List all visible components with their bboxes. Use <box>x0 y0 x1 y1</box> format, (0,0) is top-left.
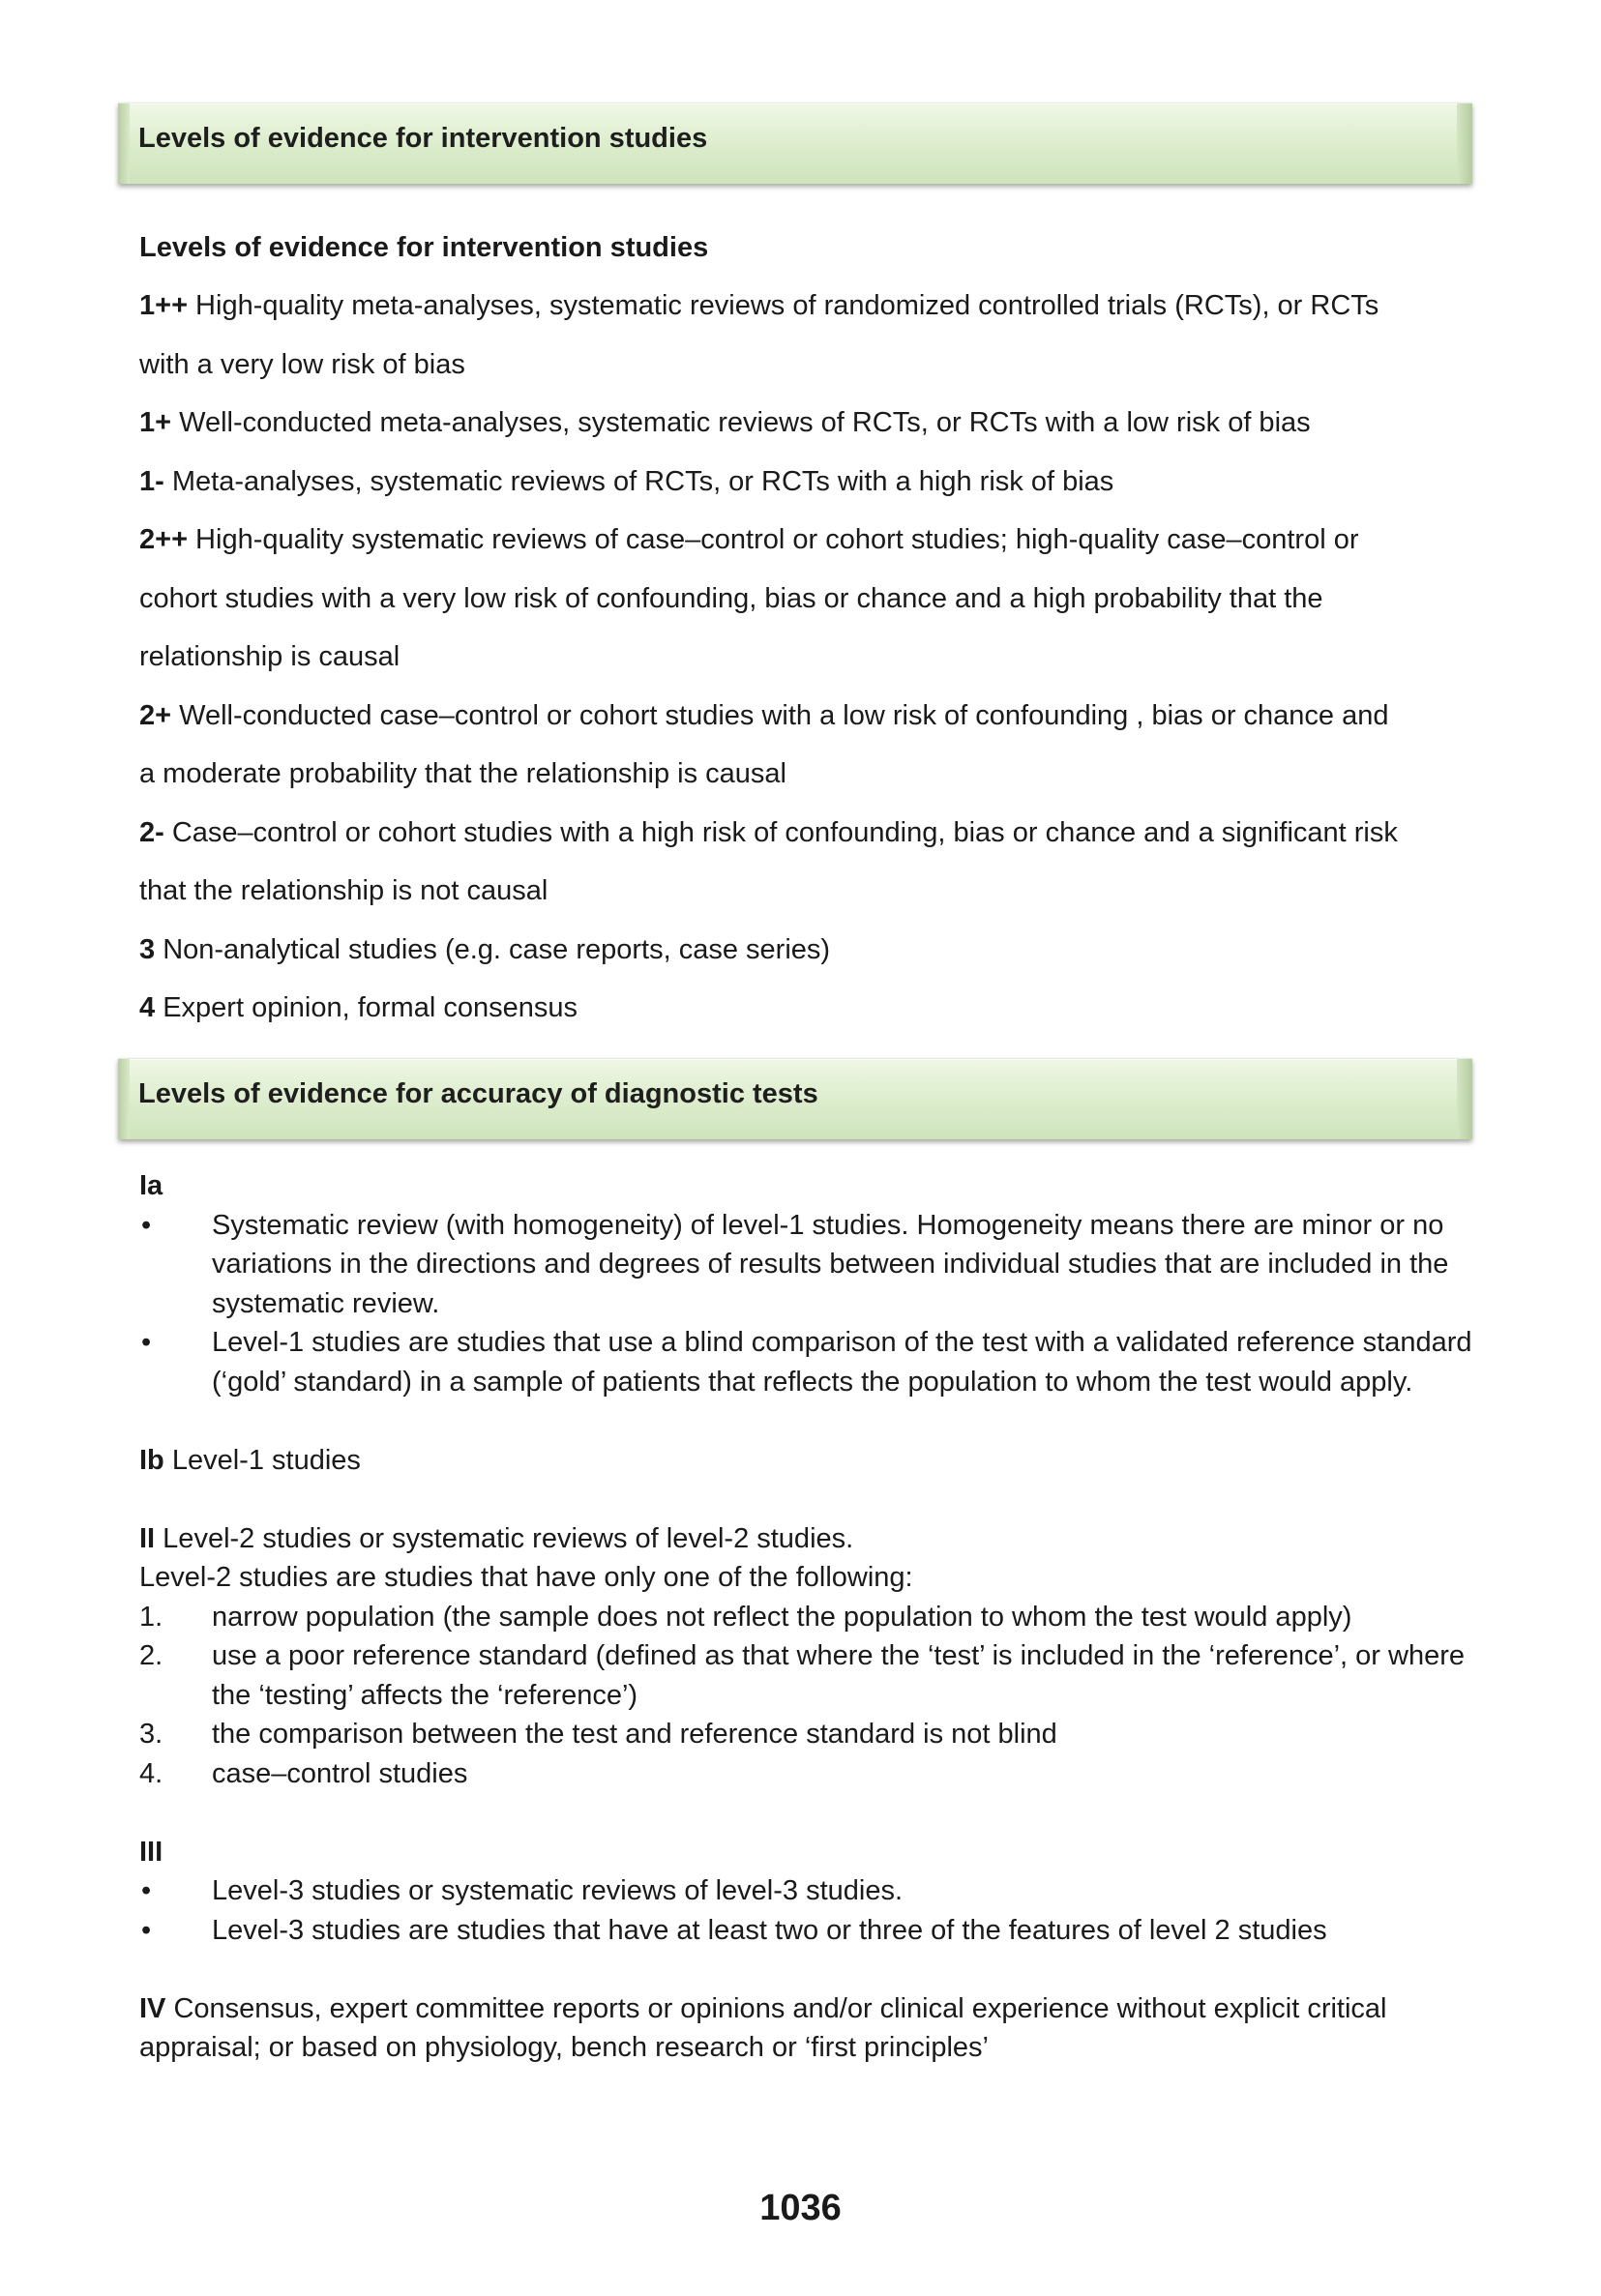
level-label-iii: III <box>139 1836 163 1868</box>
bullet-icon: • <box>141 1209 152 1241</box>
level-label-ia: Ia <box>139 1170 163 1201</box>
list-item-text: Level-1 studies are studies that use a blind comparison of the test with a validated reference standard (‘gold’ standard) in a sample of patients that reflects the population to whom the test would apply. <box>212 1327 1472 1398</box>
evidence-line: with a very low risk of bias <box>139 348 465 380</box>
evidence-line: cohort studies with a very low risk of confounding, bias or chance and a high probability that the <box>139 582 1323 614</box>
section-banner-diagnostic <box>118 1058 1472 1139</box>
evidence-line: 1- Meta-analyses, systematic reviews of RCTs, or RCTs with a high risk of bias <box>139 465 1114 497</box>
bullet-icon: • <box>141 1875 152 1906</box>
list-number: 3. <box>139 1719 163 1750</box>
banner-title: Levels of evidence for intervention studies <box>138 123 708 154</box>
list-item <box>139 1598 1474 1637</box>
list-item-text: narrow population (the sample does not reflect the population to whom the test would apply) <box>212 1601 1352 1633</box>
diagnostic-levels-section <box>139 1166 1474 2068</box>
list-item-text: case–control studies <box>212 1757 468 1789</box>
list-item <box>139 1754 1474 1794</box>
list-item <box>139 1323 1474 1401</box>
evidence-line: 4 Expert opinion, formal consensus <box>139 992 578 1023</box>
section-banner-intervention <box>118 103 1472 184</box>
evidence-line: 2- Case–control or cohort studies with a high risk of confounding, bias or chance and a significant risk <box>139 816 1398 848</box>
list-item-text: the comparison between the test and reference standard is not blind <box>212 1719 1057 1750</box>
level-label-ib: Ib <box>139 1444 164 1476</box>
evidence-line: 1++ High-quality meta-analyses, systematic reviews of randomized controlled trials (RCTs), or RCTs <box>139 290 1379 321</box>
list-item-text: Level-3 studies or systematic reviews of level-3 studies. <box>212 1875 904 1906</box>
evidence-line: 2++ High-quality systematic reviews of case–control or cohort studies; high-quality case–control or <box>139 524 1359 555</box>
level-label-iv: IV <box>139 1992 166 2024</box>
page-number: 1036 <box>759 2188 842 2228</box>
banner-title: Levels of evidence for accuracy of diagnostic tests <box>138 1078 818 1109</box>
evidence-line: 3 Non-analytical studies (e.g. case reports, case series) <box>139 933 831 965</box>
bullet-icon: • <box>141 1914 152 1946</box>
list-number: 1. <box>139 1601 163 1633</box>
evidence-line: that the relationship is not causal <box>139 875 548 906</box>
list-item <box>139 1206 1474 1324</box>
list-number: 2. <box>139 1640 163 1671</box>
bullet-icon: • <box>141 1327 152 1358</box>
level-iv: IV Consensus, expert committee reports or opinions and/or clinical experience without explicit critical appraisal; or based on physiology, bench research or ‘first principles’ <box>139 1992 1387 2063</box>
list-item <box>139 1636 1474 1715</box>
list-item <box>139 1911 1474 1951</box>
list-item-text: Level-3 studies are studies that have at least two or three of the features of level 2 studies <box>212 1914 1327 1946</box>
list-number: 4. <box>139 1757 163 1789</box>
level-ii-intro: Level-2 studies are studies that have only one of the following: <box>139 1562 913 1593</box>
intervention-levels-section <box>139 219 1474 1038</box>
evidence-line: relationship is causal <box>139 641 400 672</box>
level-ii: II Level-2 studies or systematic reviews of level-2 studies. <box>139 1522 854 1554</box>
evidence-line: 2+ Well-conducted case–control or cohort studies with a low risk of confounding , bias or chance and <box>139 699 1389 731</box>
list-item <box>139 1715 1474 1754</box>
level-label-ii: II <box>139 1522 156 1554</box>
level-ib: Ib Level-1 studies <box>139 1444 361 1476</box>
evidence-line: a moderate probability that the relationship is causal <box>139 758 786 789</box>
list-item <box>139 1871 1474 1911</box>
list-item-text: use a poor reference standard (defined as that where the ‘test’ is included in the ‘reference’, or where the ‘testing’ affects the ‘reference’) <box>212 1640 1466 1711</box>
list-item-text: Systematic review (with homogeneity) of level-1 studies. Homogeneity means there are minor or no variations in the directions and degrees of results between individual studies that are included in the systematic review. <box>212 1209 1449 1319</box>
section-heading: Levels of evidence for intervention studies <box>139 232 709 263</box>
evidence-line: 1+ Well-conducted meta-analyses, systematic reviews of RCTs, or RCTs with a low risk of bias <box>139 407 1311 438</box>
